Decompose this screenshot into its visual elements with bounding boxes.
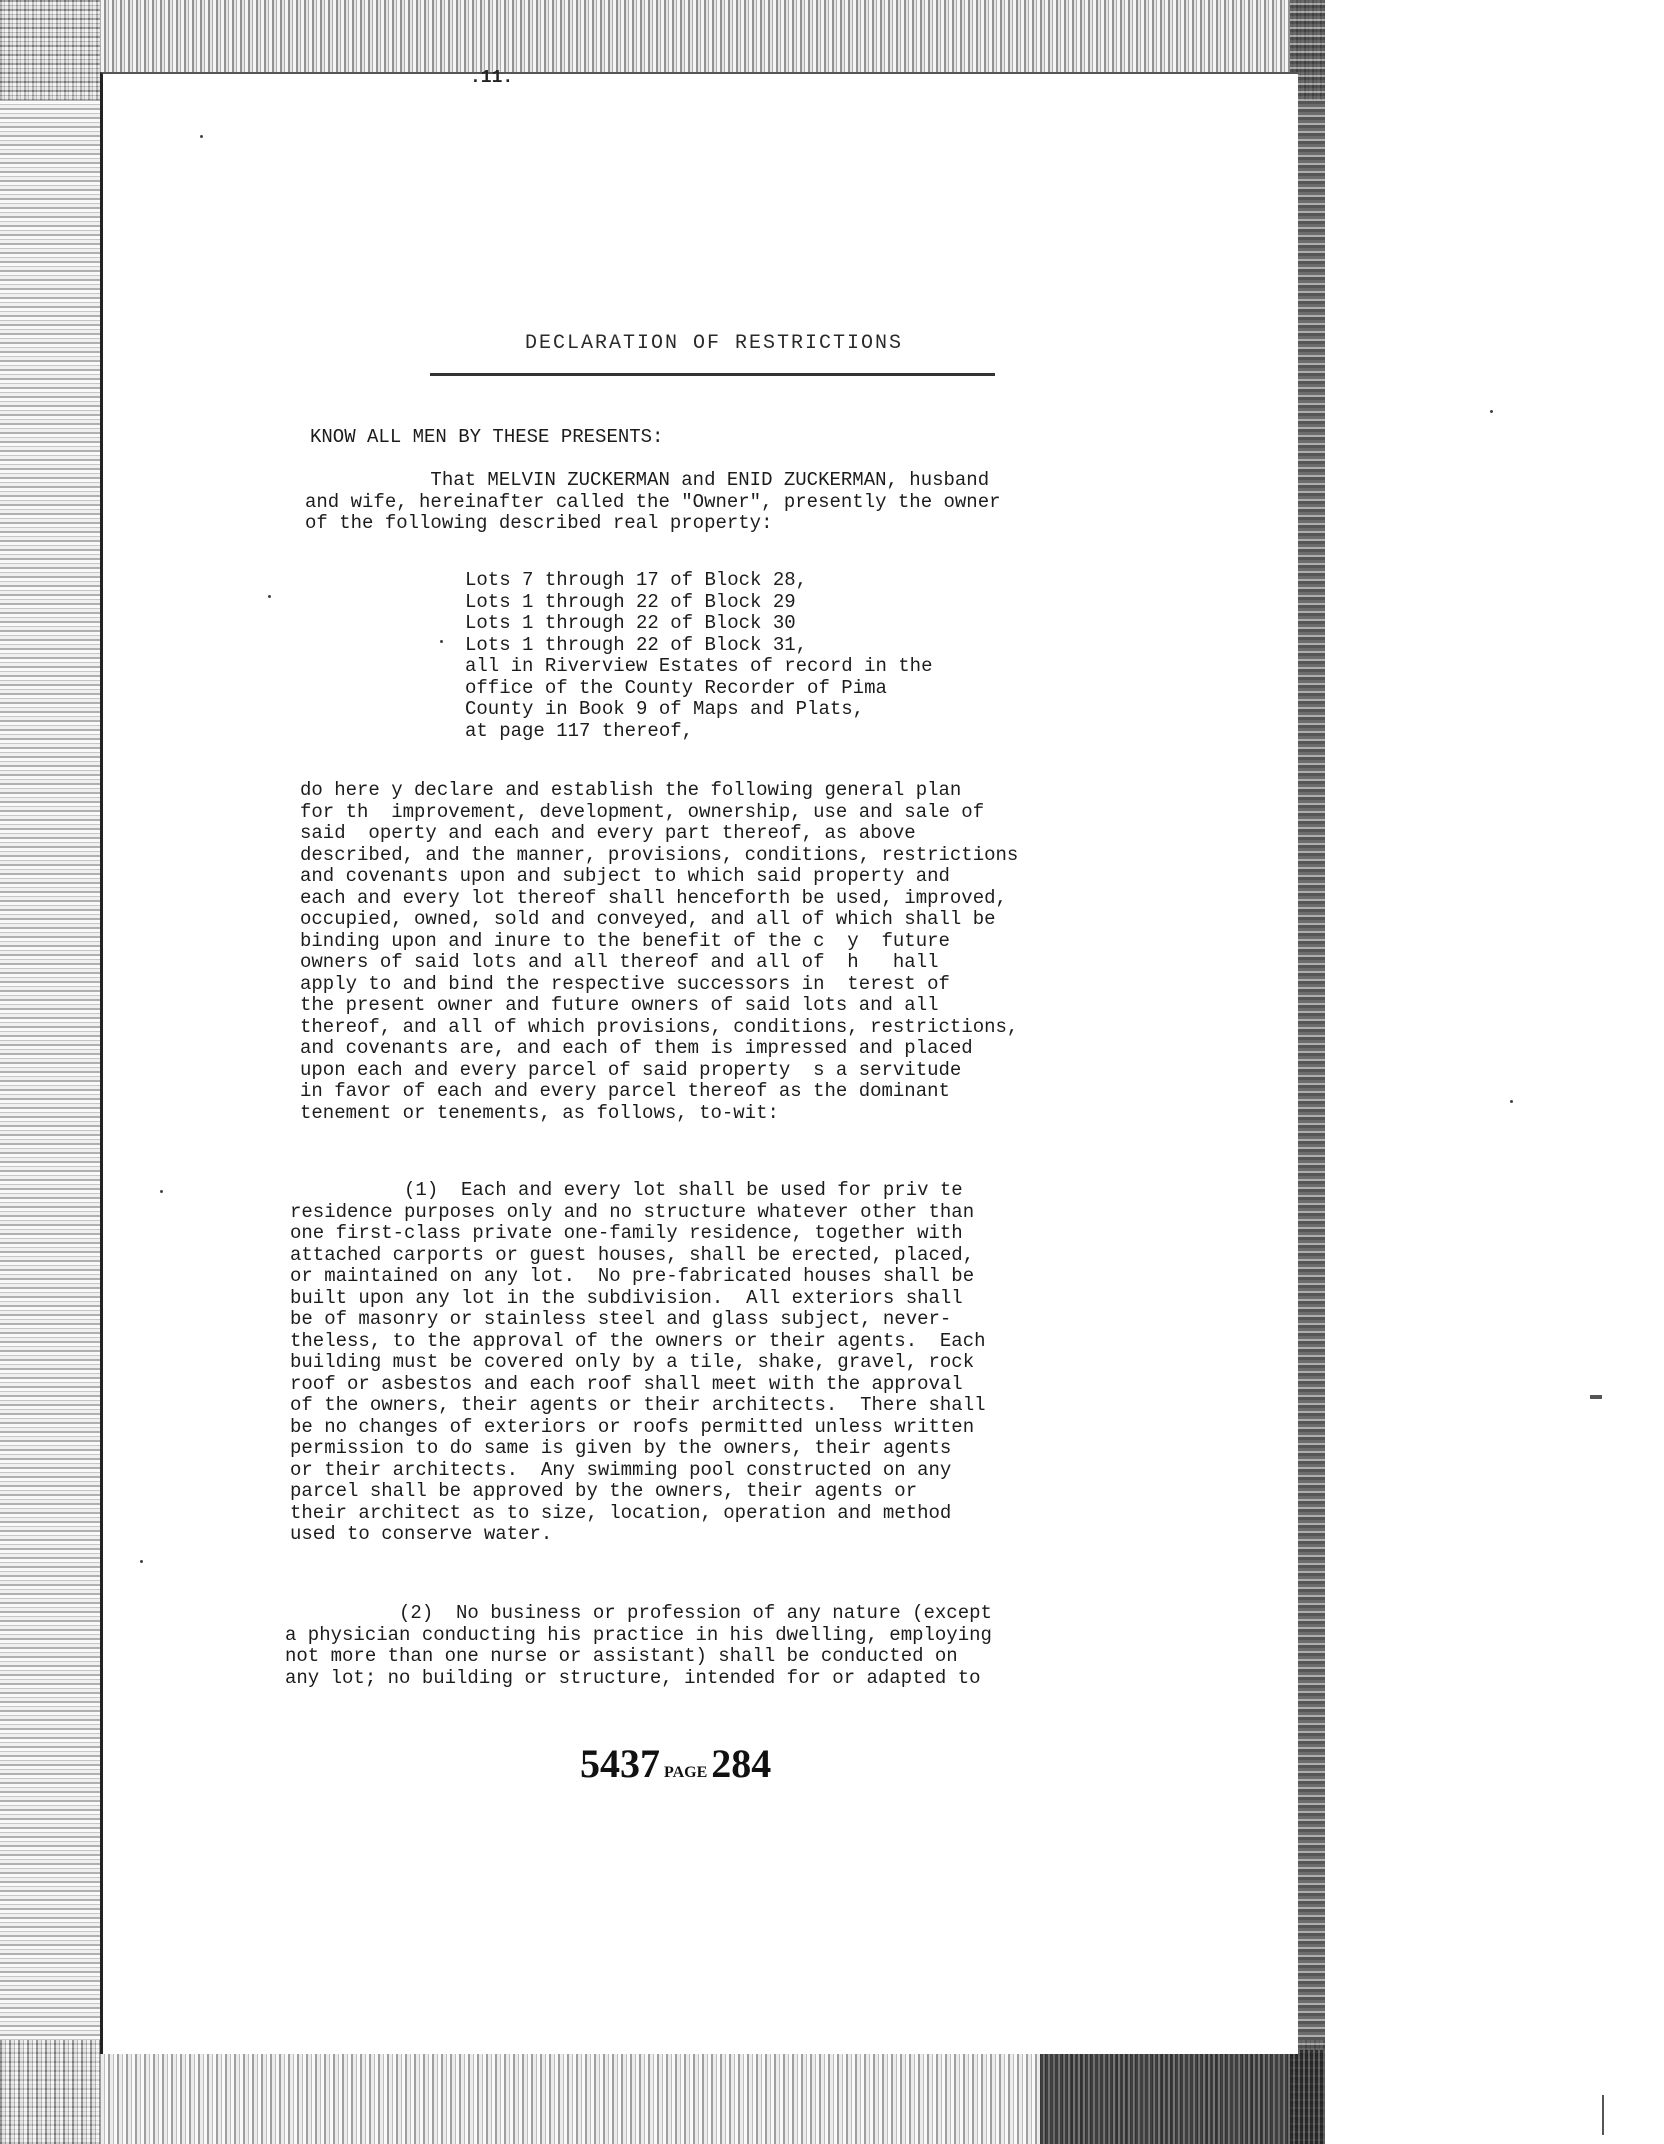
property-description: Lots 7 through 17 of Block 28, Lots 1 through 22 of Block 29 Lots 1 through 22 of Block 30 Lots 1 through 22 of Block 31, all in Riverview Estates of record in the office of the County Recorder of Pima County in Book 9 of Maps and Plats, at page 117 thereof, [465,569,933,742]
document-title: DECLARATION OF RESTRICTIONS [525,332,904,355]
margin-mark [1590,1395,1602,1399]
scan-noise-bottom-right [1040,2050,1325,2144]
docket-number: 5437 [580,1741,660,1786]
speck [160,1190,163,1193]
restriction-1: (1) Each and every lot shall be used for priv te residence purposes only and no structure whatever other than one first-class private one-family residence, together with attached carports or guest houses, shall be erected, placed, or maintained on any lot. No pre-fabricated houses shall be built upon any lot in the subdivision. All exteriors shall be of masonry or stainless steel and glass subject, never- theless, to the approval of the owners or their agents. Each building must be covered only by a tile, shake, gravel, rock roof or asbestos and each roof shall meet with the approval of the owners, their agents or their architects. There shall be no changes of exteriors or roofs permitted unless written permission to do same is given by the owners, their agents or their architects. Any swimming pool constructed on any parcel shall be approved by the owners, their agents or their architect as to size, location, operation and method used to conserve water. [290,1179,986,1545]
speck [1510,1100,1513,1103]
margin-mark [1602,2095,1604,2135]
speck [200,135,203,138]
declaration-paragraph: do here y declare and establish the following general plan for th improvement, development, ownership, use and sale of said operty and each and every part thereof, as above described, and the manner, provisions, conditions, restrictions and covenants upon and subject to which said property and each and every lot thereof shall henceforth be used, improved, occupied, owned, sold and conveyed, and all of which shall be binding upon and inure to the benefit of the c y future owners of said lots and all thereof and all of h hall apply to and bind the respective successors in terest of the present owner and future owners of said lots and all thereof, and all of which provisions, conditions, restrictions, and covenants are, and each of them is impressed and placed upon each and every parcel of said property s a servitude in favor of each and every parcel thereof as the dominant tenement or tenements, as follows, to-wit: [300,779,1019,1124]
salutation: KNOW ALL MEN BY THESE PRESENTS: [310,426,664,448]
restriction-2: (2) No business or profession of any nature (except a physician conducting his practice in his dwelling, employing not more than one nurse or assistant) shall be conducted on any lot; no building or structure, intended for or adapted to [285,1602,992,1689]
page-label: PAGE [664,1764,708,1781]
intro-paragraph: That MELVIN ZUCKERMAN and ENID ZUCKERMAN, husband and wife, hereinafter called the "Owner", presently the owner of the following described real property: [305,469,1001,534]
page-number: 284 [711,1741,772,1786]
header-mark: .11. [470,68,514,88]
title-underline [430,373,995,376]
speck [140,1560,143,1563]
speck [268,595,271,598]
speck [440,640,443,643]
speck [1490,410,1493,413]
recorder-stamp [580,1740,771,1787]
scan-noise-left [0,0,100,2144]
